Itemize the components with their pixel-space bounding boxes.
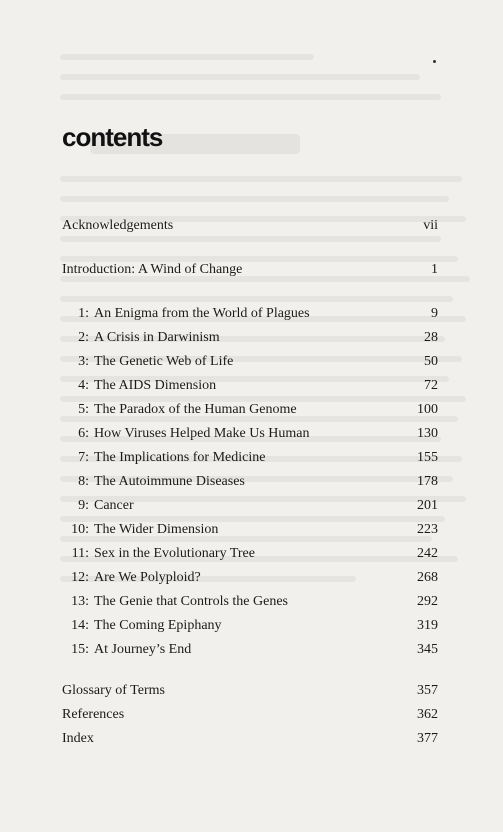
chapter-number: 14: [71,618,89,633]
entry-title-text: Cancer [94,498,134,513]
chapter-number: 8: [78,474,89,489]
chapter-number: 4: [78,378,89,393]
toc-entry-title [62,707,124,723]
toc-entry-title [62,354,233,370]
toc-chapter-entry [62,498,438,514]
chapter-number: 13: [71,594,89,609]
page-number: 50 [424,354,438,369]
entry-title-text: At Journey’s End [94,642,192,657]
toc-entry-title [62,218,173,234]
entry-title-text: References [62,707,125,722]
page-number: 178 [417,474,438,489]
chapter-number: 11: [71,546,89,561]
toc-entry-title [62,262,242,278]
page-number: 242 [417,546,438,561]
entry-title-text: The Autoimmune Diseases [94,474,245,489]
chapter-number: 2: [78,330,89,345]
page-number: 1 [431,262,438,277]
entry-title-text: Acknowledgements [62,218,174,233]
chapter-number: 15: [71,642,89,657]
page-number: 201 [417,498,438,513]
contents-heading: contents [62,122,163,152]
toc-entry [62,707,438,723]
page-number: 100 [417,402,438,417]
toc-chapter-entry [62,354,438,370]
toc-entry-title [62,306,310,322]
toc-entry-title [62,546,255,562]
toc-entry-title [62,402,297,418]
page-number: 357 [417,683,438,698]
toc-entry-title [62,642,191,658]
toc-entry [62,683,438,699]
toc-chapter-entry [62,426,438,442]
toc-chapter-entry [62,306,438,322]
chapter-number: 9: [78,498,89,513]
page-number: 130 [417,426,438,441]
page-number: 292 [417,594,438,609]
entry-title-text: The Coming Epiphany [94,618,222,633]
toc-chapter-entry [62,594,438,610]
page-number: vii [423,218,438,233]
page-number: 155 [417,450,438,465]
toc-entry-title [62,594,288,610]
toc-chapter-entry [62,402,438,418]
chapter-number: 3: [78,354,89,369]
chapter-number: 6: [78,426,89,441]
entry-title-text: Introduction: A Wind of Change [62,262,243,277]
entry-title-text: Sex in the Evolutionary Tree [94,546,255,561]
page-number: 345 [417,642,438,657]
toc-entry-title [62,683,165,699]
chapter-number: 10: [71,522,89,537]
chapter-number: 12: [71,570,89,585]
toc-chapter-entry [62,378,438,394]
chapter-number: 7: [78,450,89,465]
toc-chapter-entry [62,522,438,538]
entry-title-text: Index [62,731,94,746]
toc-entry [62,218,438,234]
toc-chapter-entry [62,450,438,466]
entry-title-text: The Implications for Medicine [94,450,266,465]
toc-entry-title [62,498,134,514]
entry-title-text: The Genie that Controls the Genes [94,594,289,609]
toc-chapter-entry [62,474,438,490]
entry-title-text: How Viruses Helped Make Us Human [94,426,310,441]
toc-entry [62,262,438,278]
page-number: 72 [424,378,438,393]
toc-entry-title [62,474,245,490]
entry-title-text: Are We Polyploid? [94,570,201,585]
page-number: 362 [417,707,438,722]
toc-chapter-entry [62,618,438,634]
entry-title-text: A Crisis in Darwinism [94,330,220,345]
toc-entry [62,731,438,747]
entry-title-text: The Paradox of the Human Genome [94,402,297,417]
toc-chapter-entry [62,330,438,346]
toc-entry-title [62,522,218,538]
page-number: 319 [417,618,438,633]
entry-title-text: The Wider Dimension [94,522,219,537]
page-number: 377 [417,731,438,746]
toc-chapter-entry [62,570,438,586]
entry-title-text: An Enigma from the World of Plagues [94,306,310,321]
chapter-number: 5: [78,402,89,417]
entry-title-text: The Genetic Web of Life [94,354,234,369]
toc-chapter-entry [62,642,438,658]
entry-title-text: Glossary of Terms [62,683,165,698]
toc-entry-title [62,330,220,346]
toc-entry-title [62,618,222,634]
toc-entry-title [62,378,216,394]
chapter-number: 1: [78,306,89,321]
toc-entry-title [62,426,309,442]
toc-chapter-entry [62,546,438,562]
page-number: 28 [424,330,438,345]
toc-entry-title [62,731,94,747]
toc-entry-title [62,450,265,466]
page-number: 268 [417,570,438,585]
toc-entry-title [62,570,201,586]
ink-speck [433,60,436,63]
entry-title-text: The AIDS Dimension [94,378,217,393]
page-number: 9 [431,306,438,321]
page-number: 223 [417,522,438,537]
